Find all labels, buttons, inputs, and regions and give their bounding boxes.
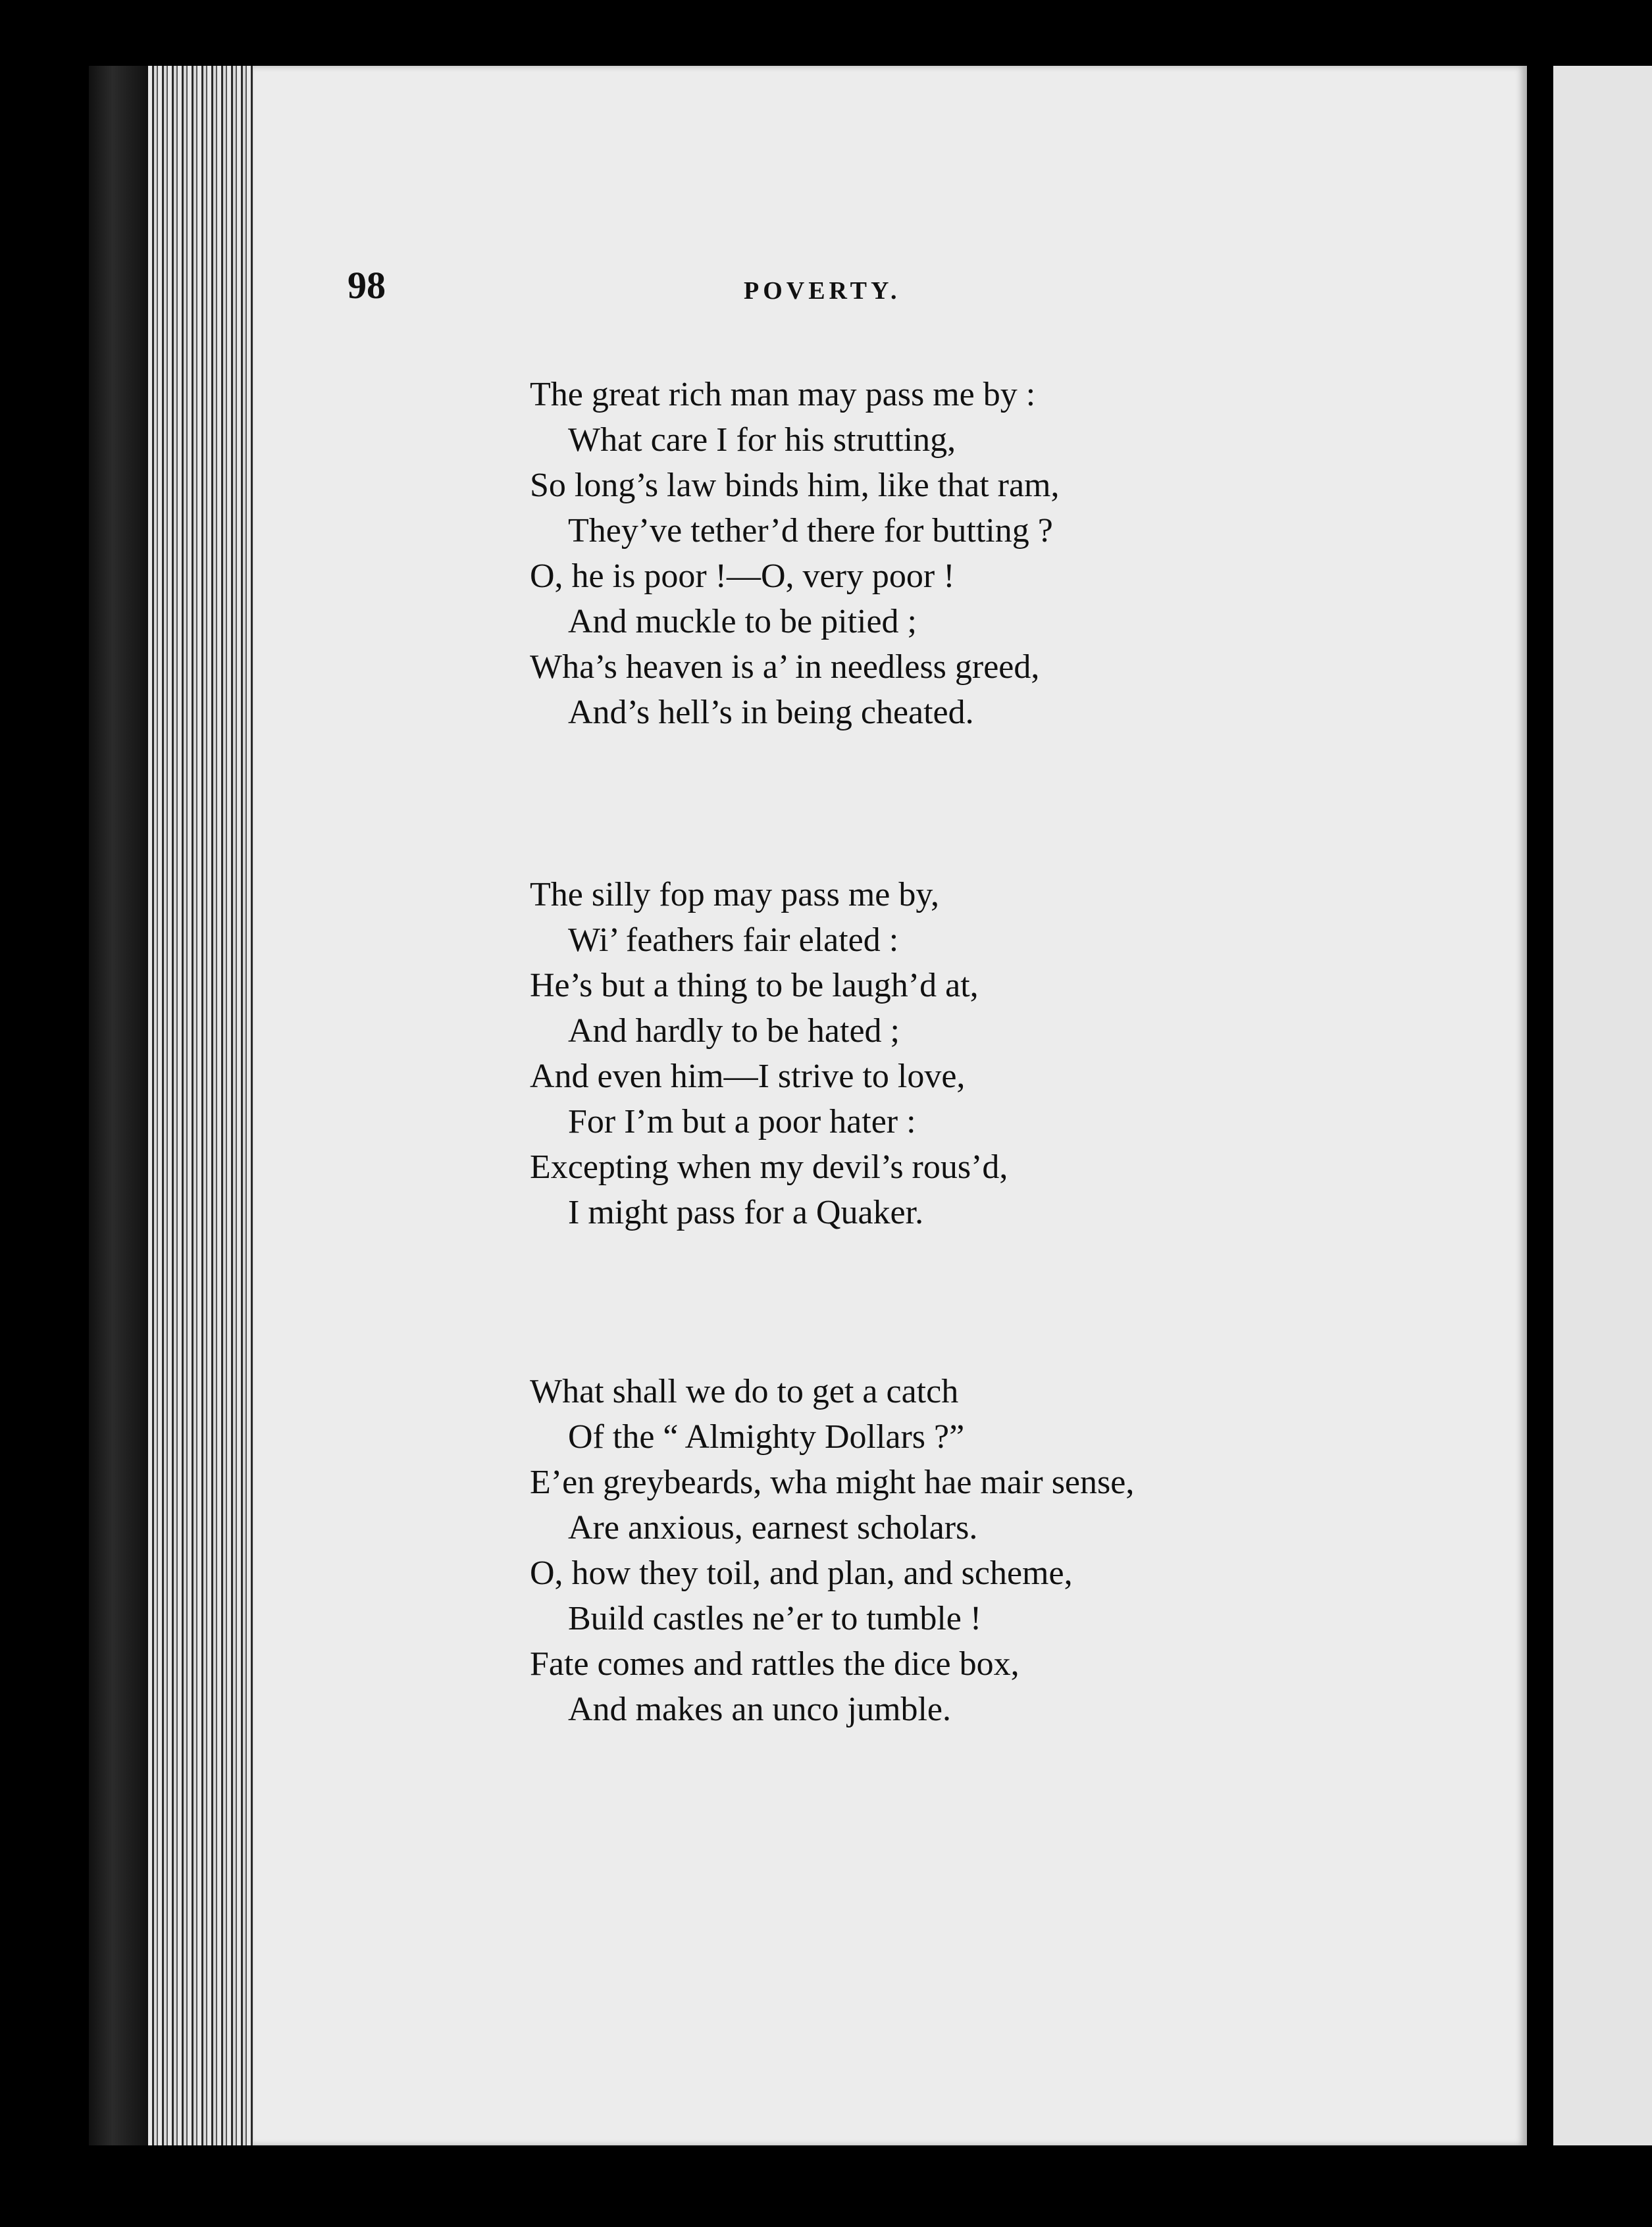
poem-line: O, he is poor !—O, very poor ! [530,557,955,595]
poem-line: And’s hell’s in being cheated. [568,694,974,731]
poem-line: I might pass for a Quaker. [568,1194,924,1231]
poem-line: E’en greybeards, wha might hae mair sense, [530,1464,1135,1501]
stanza-2 [530,872,1353,1235]
poem-line: And even him—I strive to love, [530,1058,966,1095]
poem-line: The silly fop may pass me by, [530,876,939,913]
poem-line: The great rich man may pass me by : [530,376,1036,413]
poem-line: And hardly to be hated ; [568,1012,900,1050]
book-spine-shadow [89,66,148,2145]
poem-line: Are anxious, earnest scholars. [568,1509,978,1547]
poem-line: For I’m but a poor hater : [568,1103,916,1140]
poem-line: O, how they toil, and plan, and scheme, [530,1554,1073,1592]
poem-line: Wi’ feathers fair elated : [568,921,899,959]
poem-line: Wha’s heaven is a’ in needless greed, [530,648,1040,686]
poem-line: He’s but a thing to be laugh’d at, [530,967,979,1004]
page-number: 98 [348,264,386,307]
poem-line: What shall we do to get a catch [530,1373,959,1410]
poem-line: Build castles ne’er to tumble ! [568,1600,982,1637]
book-gutter [1527,66,1553,2145]
facing-page-edge [1553,66,1652,2145]
page-stack-edges [148,66,253,2145]
poem-line: Fate comes and rattles the dice box, [530,1645,1020,1683]
running-head: POVERTY. [744,277,901,305]
poem-line: Of the “ Almighty Dollars ?” [568,1418,965,1456]
poem-line: Excepting when my devil’s rous’d, [530,1148,1008,1186]
poem-line: So long’s law binds him, like that ram, [530,467,1060,504]
poem-line: And makes an unco jumble. [568,1691,951,1728]
poem-line: What care I for his strutting, [568,421,956,459]
poem-line: They’ve tether’d there for butting ? [568,512,1053,550]
poem-line: And muckle to be pitied ; [568,603,917,640]
stanza-1 [530,372,1353,735]
stanza-3 [530,1369,1353,1732]
